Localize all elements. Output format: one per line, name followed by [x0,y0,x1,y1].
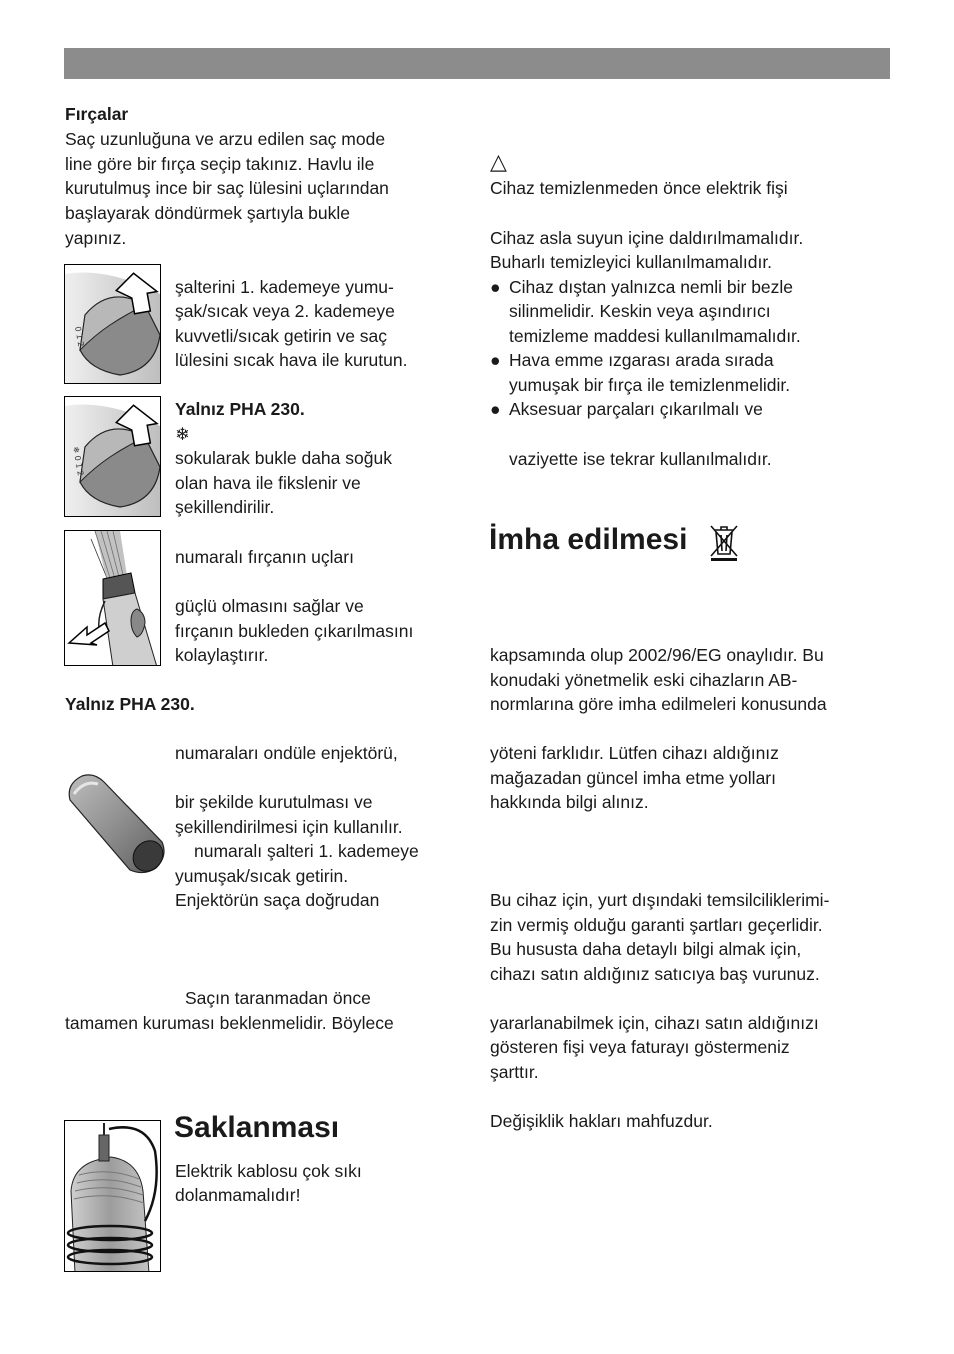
warranty-text: zin vermiş olduğu garanti şartları geçerlidir. [490,915,823,935]
bullet-icon: ● [490,350,501,370]
storage-heading: Saklanması [174,1111,340,1144]
diffuser-text: bir şekilde kurutulması ve [175,792,373,812]
bullet-item-text: Cihaz dıştan yalnızca nemli bir bezle [509,277,794,297]
cool-shot-illustration [64,396,161,517]
bullet-item [490,348,774,373]
bullet-item-text: yumuşak bir fırça ile temizlenmelidir. [509,375,791,395]
brush-tips-text: numaralı fırçanın uçları [175,547,354,567]
receipt-text: gösteren fişi veya faturayı göstermeniz [490,1037,790,1057]
bullet-item-text: silinmelidir. Keskin veya aşındırıcı [509,301,771,321]
switch-text: şak/sıcak veya 2. kademeye [175,301,395,321]
disposal-text: normlarına göre imha edilmeleri konusunda [490,694,827,714]
disposal-heading: İmha edilmesi [489,523,688,556]
crossed-bin-icon [707,522,741,562]
disposal-text: yöteni farklıdır. Lütfen cihazı aldığınız [490,743,779,763]
brush-tips-illustration [64,530,161,666]
svg-text:❄ 0 1 2: ❄ 0 1 2 [71,445,86,477]
bullet-icon: ● [490,399,501,419]
receipt-text: yararlanabilmek için, cihazı satın aldığınızı [490,1013,819,1033]
switch-text: lülesini sıcak hava ile kurutun. [175,350,408,370]
switch-text: kuvvetli/sıcak getirin ve saç [175,326,388,346]
storage-text: Elektrik kablosu çok sıkı [175,1161,362,1181]
warranty-text: cihazı satın aldığınız satıcıya baş vurunuz. [490,964,820,984]
brushes-line: başlayarak döndürmek şartıyla bukle [65,203,351,223]
switch-illustration [64,264,161,384]
diffuser-illustration [64,770,168,876]
brush-tips-text: fırçanın bukleden çıkarılmasını [175,621,414,641]
diffuser-text: şekillendirilmesi için kullanılır. [175,817,403,837]
cleaning-text: Cihaz temizlenmeden önce elektrik fişi [490,178,788,198]
disposal-text: konudaki yönetmelik eski cihazların AB- [490,670,798,690]
cool-text: şekillendirilir. [175,497,275,517]
diffuser-heading: Yalnız PHA 230. [65,694,195,714]
bullet-item-text: temizleme maddesi kullanılmamalıdır. [509,326,801,346]
diffuser-text: numaraları ondüle enjektörü, [175,743,398,763]
cool-text: sokularak bukle daha soğuk [175,448,392,468]
warning-icon: △ [490,149,507,174]
diffuser-text: yumuşak/sıcak getirin. [175,866,349,886]
storage-illustration [64,1120,161,1272]
disposal-text: kapsamında olup 2002/96/EG onaylıdır. Bu [490,645,824,665]
diffuser-text: Enjektörün saça doğrudan [175,890,380,910]
cool-heading: Yalnız PHA 230. [175,399,305,419]
disposal-text: hakkında bilgi alınız. [490,792,649,812]
water-text: Cihaz asla suyun içine daldırılmamalıdır. [490,228,804,248]
warranty-text: Bu cihaz için, yurt dışındaki temsilciliklerimi- [490,890,830,910]
brush-tips-text: kolaylaştırır. [175,645,269,665]
diffuser-switch-text-value: numaralı şalteri 1. kademeye [194,841,419,861]
cool-text: olan hava ile fikslenir ve [175,473,361,493]
brushes-line: kurutulmuş ince bir saç lülesini uçlarından [65,178,389,198]
rights-text: Değişiklik hakları mahfuzdur. [490,1111,713,1131]
brushes-line: yapınız. [65,228,127,248]
warranty-text: Bu hususta daha detaylı bilgi almak için, [490,939,802,959]
comb-text: Saçın taranmadan önce [185,988,371,1008]
bullet-item [490,397,763,422]
brushes-line: line göre bir fırça seçip takınız. Havlu ile [65,154,375,174]
bullet-item-text: Hava emme ızgarası arada sırada [509,350,774,370]
brush-tips-text: güçlü olmasını sağlar ve [175,596,364,616]
diffuser-switch-text [175,839,419,864]
bullet-item [490,275,793,300]
brushes-line: Saç uzunluğuna ve arzu edilen saç mode [65,129,386,149]
disposal-text: mağazadan güncel imha etme yolları [490,768,776,788]
receipt-text: şarttır. [490,1062,539,1082]
svg-text:0 1 2: 0 1 2 [73,325,86,348]
storage-text: dolanmamalıdır! [175,1185,301,1205]
header-bar [64,48,890,79]
brushes-heading: Fırçalar [65,104,129,124]
bullet-icon: ● [490,277,501,297]
bullet-item-text: Aksesuar parçaları çıkarılmalı ve [509,399,763,419]
switch-text: şalterini 1. kademeye yumu- [175,277,394,297]
water-text: Buharlı temizleyici kullanılmamalıdır. [490,252,773,272]
snowflake-icon: ❄ [175,424,190,444]
comb-text: tamamen kuruması beklenmelidir. Böylece [65,1013,394,1033]
bullet-item-text: vaziyette ise tekrar kullanılmalıdır. [509,449,772,469]
